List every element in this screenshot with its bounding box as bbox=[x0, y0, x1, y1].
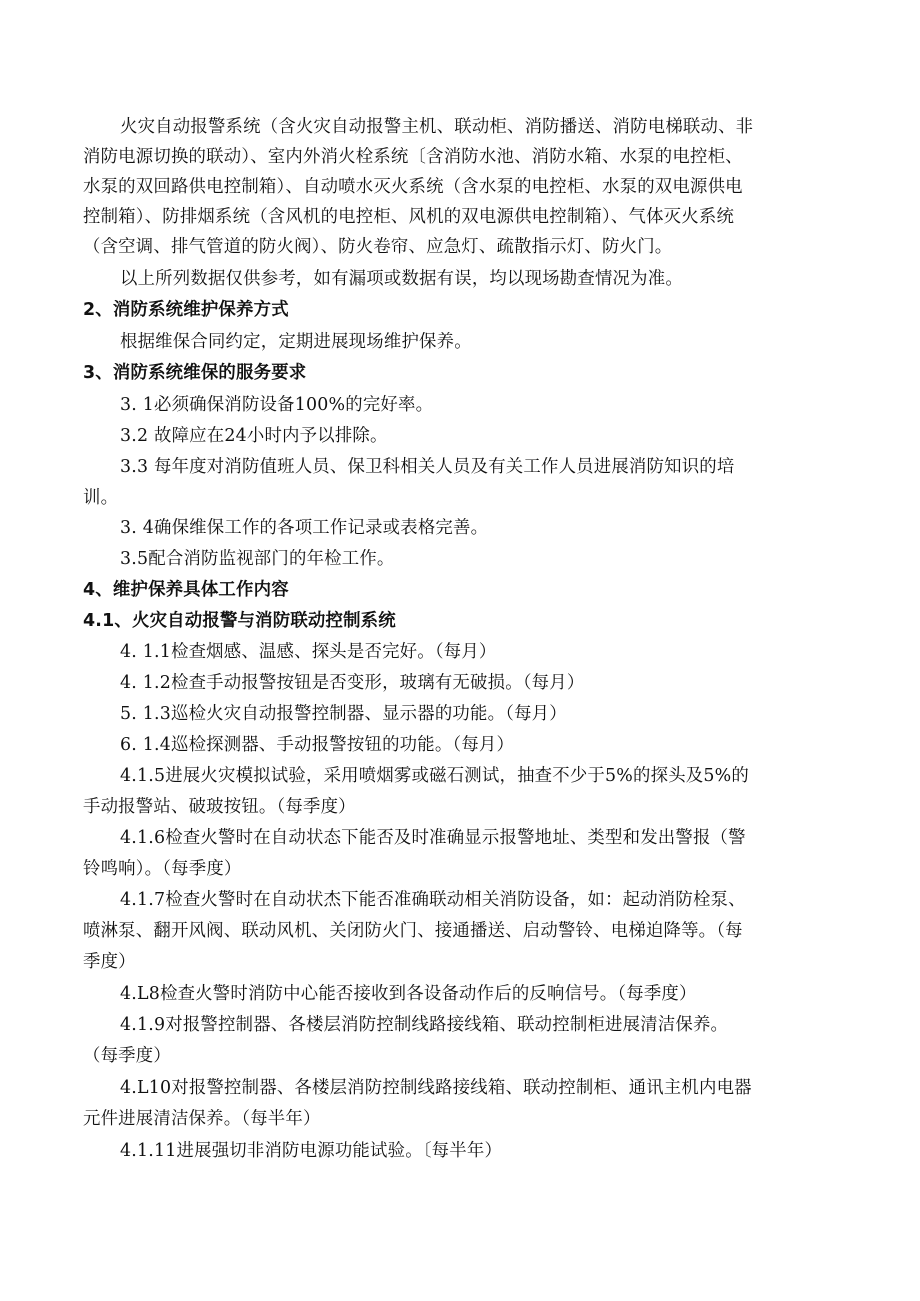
item-4-1-5-line-1: 4.1.5进展火灾模拟试验，采用喷烟雾或磁石测试，抽查不少于5%的探头及5%的 bbox=[120, 766, 749, 786]
intro-line-3: 水泵的双回路供电控制箱）、自动喷水灭火系统（含水泵的电控柜、水泵的双电源供电 bbox=[83, 177, 743, 197]
item-4-1-7-line-2: 喷淋泵、翻开风阀、联动风机、关闭防火门、接通播送、启动警铃、电梯迫降等。（每 bbox=[83, 921, 743, 941]
section-2-heading: 2、消防系统维护保养方式 bbox=[83, 300, 289, 320]
item-4-1-10-line-1: 4.L10对报警控制器、各楼层消防控制线路接线箱、联动控制柜、通讯主机内电器 bbox=[120, 1078, 752, 1098]
item-4-1-2: 4. 1.2检查手动报警按钮是否变形，玻璃有无破损。（每月） bbox=[120, 673, 585, 693]
item-4-1-9-line-2: （每季度） bbox=[83, 1046, 171, 1066]
item-3-3-line-2: 训。 bbox=[83, 488, 119, 508]
intro-line-1: 火灾自动报警系统（含火灾自动报警主机、联动柜、消防播送、消防电梯联动、非 bbox=[120, 117, 754, 137]
section-3-heading: 3、消防系统维保的服务要求 bbox=[83, 363, 307, 383]
item-4-1-9-line-1: 4.1.9对报警控制器、各楼层消防控制线路接线箱、联动控制柜进展清洁保养。 bbox=[120, 1015, 729, 1035]
item-3-3-line-1: 3.3 每年度对消防值班人员、保卫科相关人员及有关工作人员进展消防知识的培 bbox=[120, 457, 735, 477]
intro-line-4: 控制箱）、防排烟系统（含风机的电控柜、风机的双电源供电控制箱）、气体灭火系统 bbox=[83, 207, 735, 227]
intro-line-2: 消防电源切换的联动）、室内外消火栓系统〔含消防水池、消防水箱、水泵的电控柜、 bbox=[83, 147, 743, 167]
item-4-1-5-line-2: 手动报警站、破玻按钮。（每季度） bbox=[83, 797, 356, 817]
item-4-1-7-line-3: 季度） bbox=[83, 952, 136, 972]
item-4-1-4: 6. 1.4巡检探测器、手动报警按钮的功能。（每月） bbox=[120, 735, 515, 755]
item-4-1-11: 4.1.11进展强切非消防电源功能试验。〔每半年） bbox=[120, 1141, 503, 1161]
item-4-1-3: 5. 1.3巡检火灾自动报警控制器、显示器的功能。（每月） bbox=[120, 704, 567, 724]
note-paragraph: 以上所列数据仅供参考，如有漏项或数据有误，均以现场勘查情况为准。 bbox=[120, 269, 683, 289]
intro-line-5: （含空调、排气管道的防火阀）、防火卷帘、应急灯、疏散指示灯、防火门。 bbox=[83, 237, 673, 257]
item-4-1-10-line-2: 元件进展清洁保养。（每半年） bbox=[83, 1109, 321, 1129]
item-3-2: 3.2 故障应在24小时内予以排除。 bbox=[120, 426, 388, 446]
item-3-1: 3. 1必须确保消防设备100%的完好率。 bbox=[120, 395, 434, 415]
item-4-1-1: 4. 1.1检查烟感、温感、探头是否完好。（每月） bbox=[120, 642, 497, 662]
item-3-4: 3. 4确保维保工作的各项工作记录或表格完善。 bbox=[120, 518, 489, 538]
item-3-5: 3.5配合消防监视部门的年检工作。 bbox=[120, 549, 395, 569]
section-2-text: 根据维保合同约定，定期进展现场维护保养。 bbox=[120, 332, 472, 352]
item-4-1-6-line-1: 4.1.6检查火警时在自动状态下能否及时准确显示报警地址、类型和发出警报（警 bbox=[120, 828, 746, 848]
section-4-heading: 4、维护保养具体工作内容 bbox=[83, 580, 289, 600]
item-4-1-7-line-1: 4.1.7检查火警时在自动状杰下能否准确联动相关消防设备，如：起动消防栓泵、 bbox=[120, 890, 746, 910]
item-4-1-8: 4.L8检查火警时消防中心能否接收到各设备动作后的反响信号。（每季度） bbox=[120, 984, 697, 1004]
item-4-1-6-line-2: 铃鸣响）。（每季度） bbox=[83, 859, 242, 879]
section-4-1-heading: 4.1、火灾自动报警与消防联动控制系统 bbox=[83, 611, 396, 631]
